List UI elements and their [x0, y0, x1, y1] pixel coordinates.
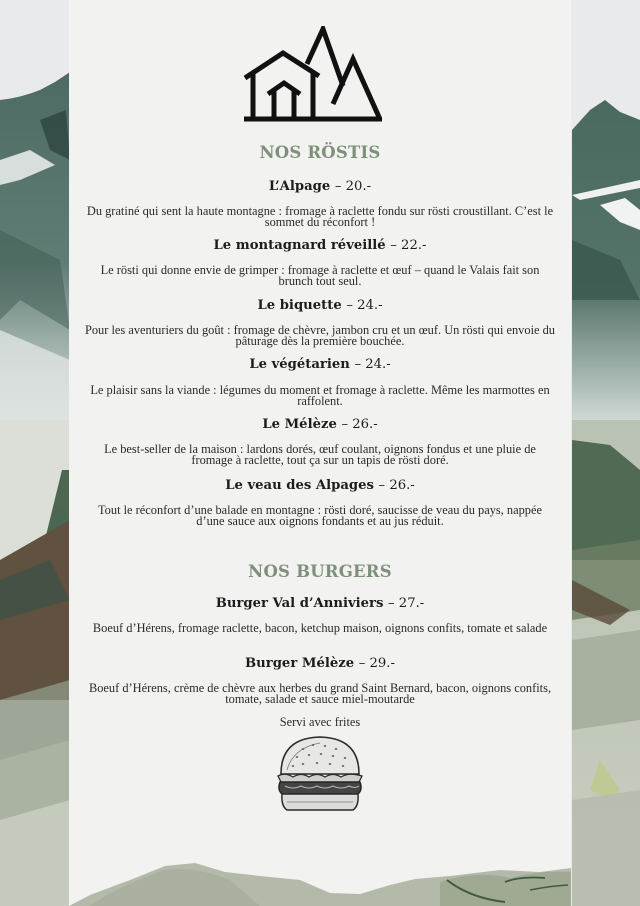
item-name: Le végétarien: [249, 357, 350, 372]
item-price: – 26.-: [341, 417, 378, 432]
section-title-rostis: NOS RÖSTIS: [259, 143, 381, 162]
menu-item-title: [69, 417, 571, 432]
menu-item-title: [69, 478, 571, 493]
menu-item-description: Le best-seller de la maison : lardons dorés, œuf coulant, oignons fondus et une pluie de fromage à raclette, tout ça sur un tapis de rösti doré.: [104, 442, 536, 467]
menu-item-title: [69, 238, 571, 253]
burger-illustration: [273, 734, 367, 818]
menu-item-description: Le rösti qui donne envie de grimper : fromage à raclette et œuf – quand le Valais fait son brunch tout seul.: [100, 263, 540, 288]
item-price: – 27.-: [388, 596, 425, 611]
item-price: – 22.-: [390, 238, 427, 253]
item-price: – 20.-: [334, 179, 372, 194]
served-with-note: Servi avec frites: [279, 715, 361, 729]
menu-item-description: Boeuf d’Hérens, crème de chèvre aux herbes du grand Saint Bernard, bacon, oignons confits, tomate, salade et sauce miel-moutarde: [88, 681, 552, 706]
chalet-mountains-icon: [243, 26, 383, 124]
item-name: L’Alpage: [268, 179, 331, 194]
menu-item-description: Du gratiné qui sent la haute montagne : fromage à raclette fondu sur rösti croustillant. C’est le sommet du réconfort !: [86, 204, 554, 229]
menu-item-title: [69, 357, 571, 372]
menu-item-description: Le plaisir sans la viande : légumes du moment et fromage à raclette. Même les marmottes en raffolent.: [90, 383, 550, 408]
menu-item-title: [69, 596, 571, 611]
item-price: – 29.-: [358, 656, 395, 671]
item-name: Burger Val d’Anniviers: [215, 596, 384, 611]
item-price: – 26.-: [378, 478, 415, 493]
menu-item-title: [69, 179, 571, 194]
item-name: Le Mélèze: [262, 417, 337, 432]
menu-item-description: Boeuf d’Hérens, fromage raclette, bacon, ketchup maison, oignons confits, tomate et salade: [92, 621, 548, 635]
menu-item-description: Tout le réconfort d’une balade en montagne : rösti doré, saucisse de veau du pays, nappée d’une sauce aux oignons fondants et au jus réduit.: [97, 503, 542, 528]
menu-item-title: [69, 298, 571, 313]
section-title-burgers: NOS BURGERS: [248, 562, 392, 581]
item-price: – 24.-: [354, 357, 391, 372]
item-name: Le veau des Alpages: [225, 478, 374, 493]
menu-item-title: [69, 656, 571, 671]
item-name: Le biquette: [257, 298, 342, 313]
item-price: – 24.-: [346, 298, 383, 313]
item-name: Le montagnard réveillé: [213, 238, 386, 253]
menu-item-description: Pour les aventuriers du goût : fromage de chèvre, jambon cru et un œuf. Un rösti qui envoie du pâturage dès la première bouchée.: [84, 323, 556, 348]
item-name: Burger Mélèze: [245, 656, 355, 671]
